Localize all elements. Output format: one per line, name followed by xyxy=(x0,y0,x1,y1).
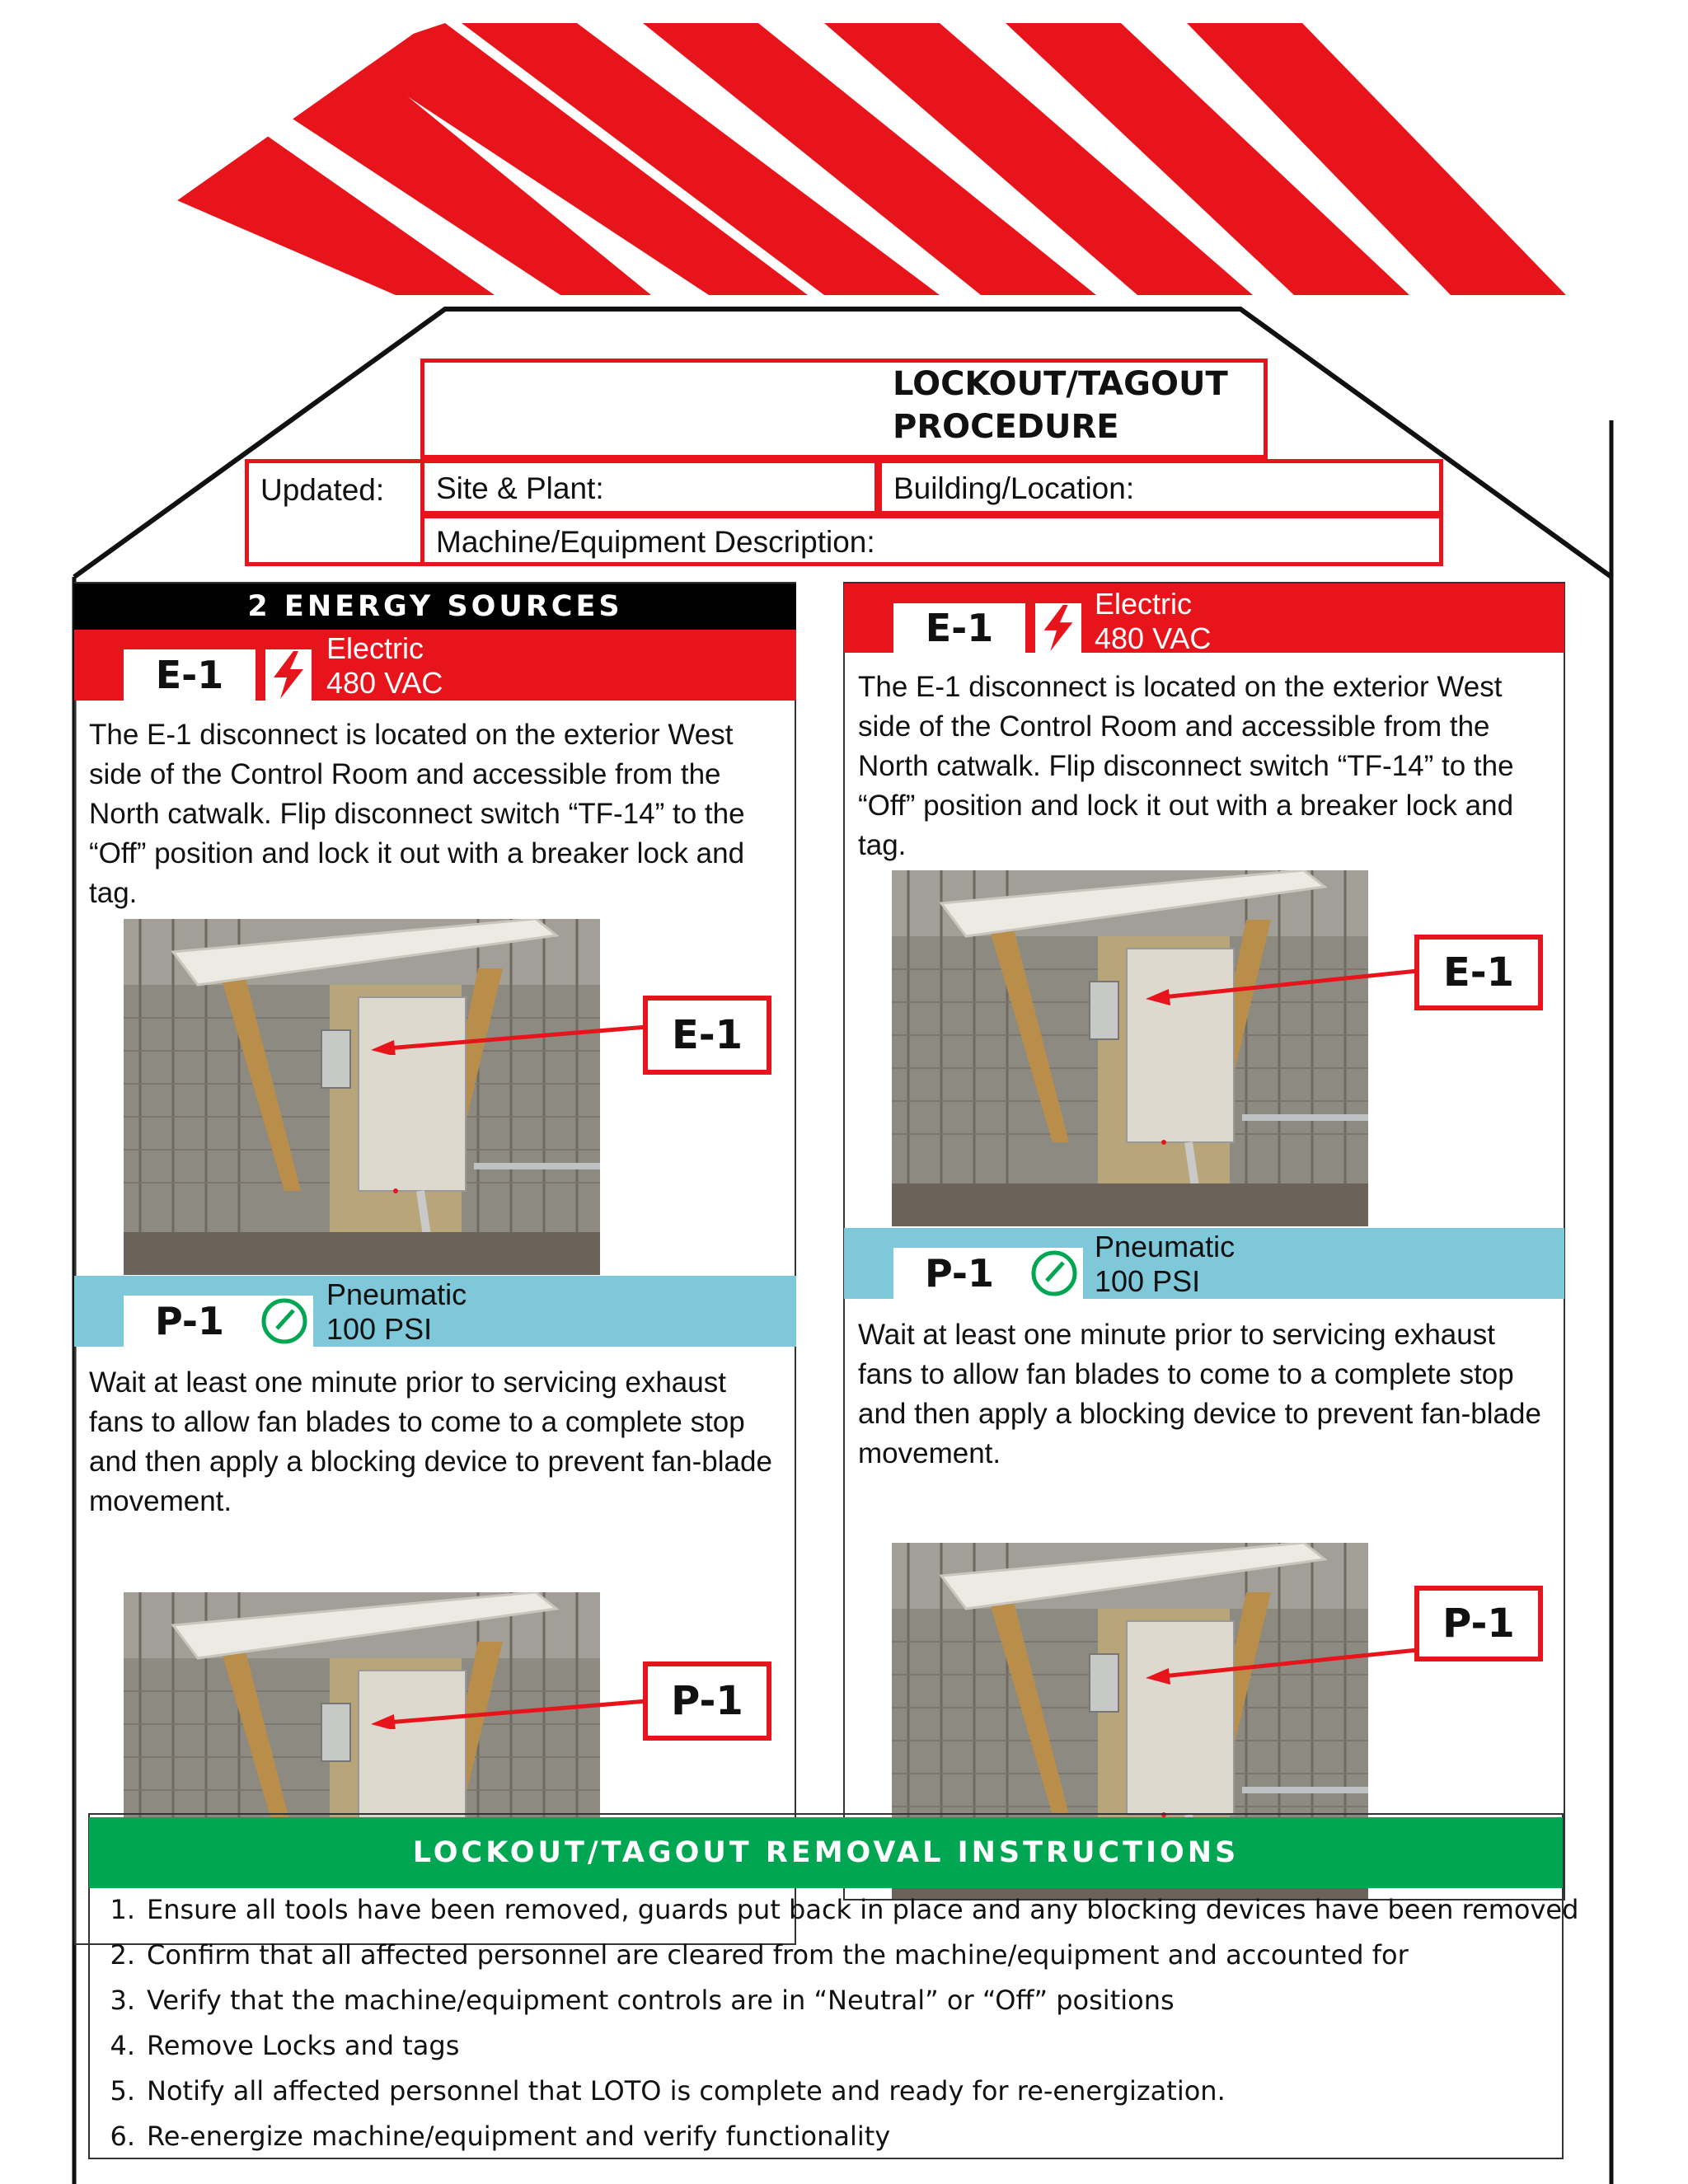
left-pneumatic-tag: P-1 xyxy=(124,1296,256,1347)
right-electric-bar xyxy=(844,583,1564,653)
left-pneumatic-description: Wait at least one minute prior to servicing exhaust fans to allow fan blades to come to a complete stop and then apply a blocking device to prevent fan-blade movement. xyxy=(89,1366,772,1517)
left-pneumatic-callout: P-1 xyxy=(643,1661,771,1741)
right-pneumatic-description: Wait at least one minute prior to servicing exhaust fans to allow fan blades to come to a complete stop and then apply a blocking device to prevent fan-blade movement. xyxy=(858,1319,1541,1469)
lightning-bolt-icon xyxy=(1035,603,1081,653)
left-pneumatic-bar xyxy=(74,1276,796,1347)
left-electric-description: The E-1 disconnect is located on the exterior West side of the Control Room and accessible from the North catwalk. Flip disconnect switch “TF-14” to the “Off” position and lock it out with a breaker lock and tag. xyxy=(89,719,745,909)
removal-step: 2. Confirm that all affected personnel are cleared from the machine/equipment and accounted for xyxy=(110,1939,1409,1971)
right-pneumatic-icon-box xyxy=(1025,1248,1083,1299)
removal-step: 4. Remove Locks and tags xyxy=(110,2030,460,2061)
removal-step: 6. Re-energize machine/equipment and verify functionality xyxy=(110,2121,891,2152)
right-electric-callout: E-1 xyxy=(1414,935,1543,1010)
removal-step: 1. Ensure all tools have been removed, guards put back in place and any blocking devices have been removed xyxy=(110,1894,1579,1925)
right-electric-description: The E-1 disconnect is located on the exterior West side of the Control Room and accessible from the North catwalk. Flip disconnect switch “TF-14” to the “Off” position and lock it out with a breaker lock and tag. xyxy=(858,671,1514,861)
updated-label: Updated: xyxy=(260,473,385,507)
right-pneumatic-tag: P-1 xyxy=(893,1248,1025,1299)
left-pneumatic-arrow xyxy=(363,1696,651,1729)
building-location-label: Building/Location: xyxy=(893,471,1135,505)
page-title: LOCKOUT/TAGOUT PROCEDURE xyxy=(893,365,1228,446)
machine-description-label: Machine/Equipment Description: xyxy=(436,525,875,559)
left-electric-arrow xyxy=(363,1022,651,1055)
right-pneumatic-type: Pneumatic 100 PSI xyxy=(1095,1230,1236,1298)
left-electric-callout: E-1 xyxy=(643,996,771,1075)
right-pneumatic-callout: P-1 xyxy=(1414,1586,1543,1661)
right-electric-type: Electric 480 VAC xyxy=(1095,587,1212,655)
lightning-bolt-icon xyxy=(265,649,312,701)
right-pneumatic-bar xyxy=(844,1228,1564,1299)
energy-sources-heading: 2 ENERGY SOURCES xyxy=(74,583,796,630)
right-pneumatic-arrow xyxy=(1137,1643,1422,1685)
right-electric-icon-box xyxy=(1035,603,1081,653)
removal-steps-list xyxy=(91,1887,1578,2159)
left-pneumatic-icon-box xyxy=(256,1296,313,1347)
left-electric-bar xyxy=(74,630,796,701)
removal-heading: LOCKOUT/TAGOUT REMOVAL INSTRUCTIONS xyxy=(89,1817,1563,1888)
left-electric-tag: E-1 xyxy=(124,649,256,701)
left-electric-icon-box xyxy=(265,649,312,701)
left-electric-photo xyxy=(124,919,600,1275)
left-electric-type: Electric 480 VAC xyxy=(326,631,443,700)
left-pneumatic-type: Pneumatic 100 PSI xyxy=(326,1277,467,1346)
pressure-gauge-icon xyxy=(256,1296,313,1347)
removal-step: 5. Notify all affected personnel that LOTO is complete and ready for re-energization. xyxy=(110,2075,1226,2107)
site-plant-label: Site & Plant: xyxy=(436,471,604,505)
removal-step: 3. Verify that the machine/equipment controls are in “Neutral” or “Off” positions xyxy=(110,1985,1175,2016)
right-electric-arrow xyxy=(1137,964,1422,1005)
pressure-gauge-icon xyxy=(1025,1248,1083,1299)
right-electric-photo xyxy=(892,870,1368,1226)
right-electric-tag: E-1 xyxy=(893,603,1025,653)
